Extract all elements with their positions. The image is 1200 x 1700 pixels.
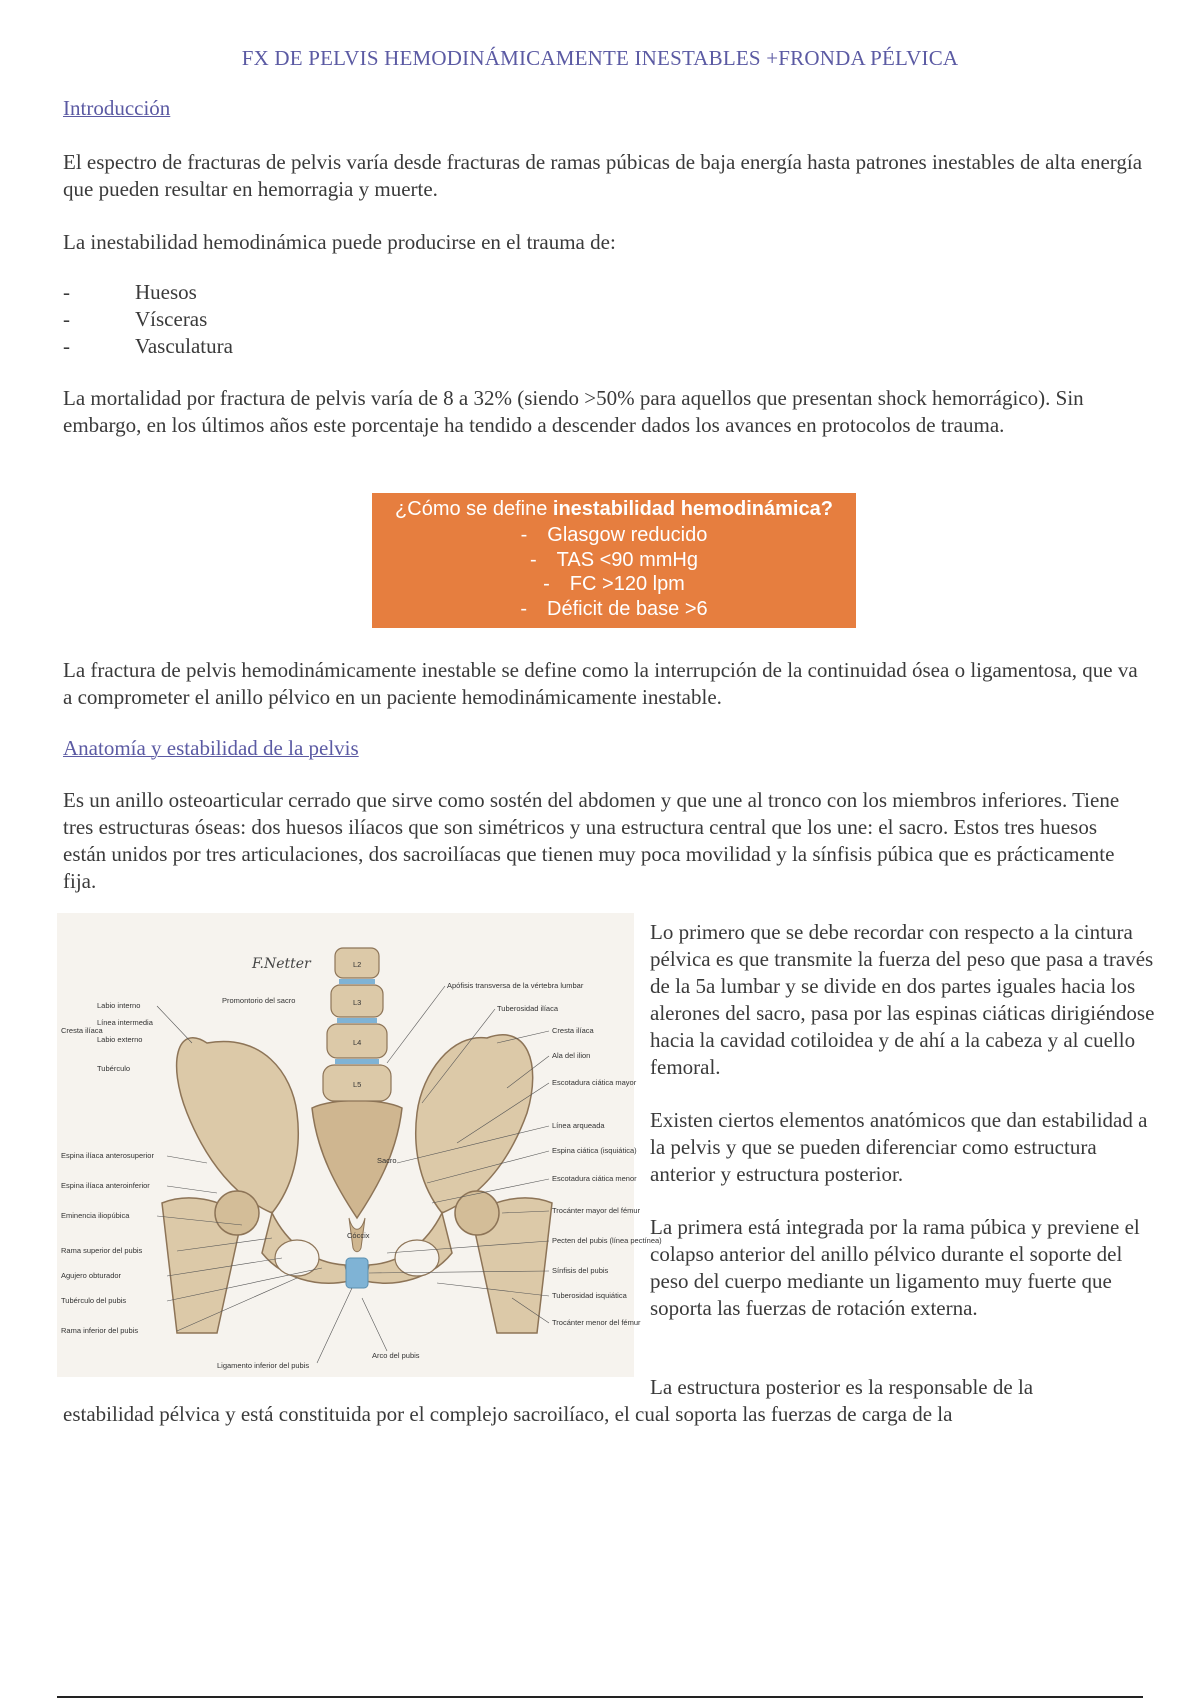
paragraph-mortalidad: La mortalidad por fractura de pelvis varía de 8 a 32% (siendo >50% para aquellos que presentan shock hemorrágico). Sin embargo, en los últimos años este porcentaje ha tendido a descender dados los avances en protocolos de trauma. xyxy=(63,386,1084,437)
figure-label: Labio externo xyxy=(97,1035,143,1044)
paragraph-complejo-sacroiliaco: estabilidad pélvica y está constituida por el complejo sacroilíaco, el cual soporta las fuerzas de carga de la xyxy=(63,1402,953,1426)
list-item: - Huesos xyxy=(63,280,197,304)
footer-divider xyxy=(57,1696,1143,1698)
figure-label: Cresta ilíaca xyxy=(552,1026,594,1035)
figure-label: Trocánter menor del fémur xyxy=(552,1318,641,1327)
figure-label: Espina ciática (isquiática) xyxy=(552,1146,637,1155)
figure-label: Tuberosidad ilíaca xyxy=(497,1004,559,1013)
side-paragraph-estructura-posterior: La estructura posterior es la responsable de la xyxy=(650,1375,1034,1399)
disc xyxy=(337,1018,377,1023)
right-obturator-foramen xyxy=(395,1240,439,1276)
vertebra-label: L4 xyxy=(353,1038,362,1047)
figure-label: Arco del pubis xyxy=(372,1351,420,1360)
figure-label: Labio interno xyxy=(97,1001,141,1010)
trauma-bullet-list xyxy=(63,279,233,360)
callout-criterion: - Déficit de base >6 xyxy=(520,597,708,620)
figure-label: Espina ilíaca anteroinferior xyxy=(61,1181,150,1190)
pubic-symphysis xyxy=(346,1258,368,1288)
figure-label: Tubérculo xyxy=(97,1064,131,1073)
figure-label: Eminencia iliopúbica xyxy=(61,1211,130,1220)
figure-label: Sínfisis del pubis xyxy=(552,1266,609,1275)
figure-label: Ligamento inferior del pubis xyxy=(217,1361,310,1370)
section-heading-introduccion[interactable]: Introducción xyxy=(63,96,171,120)
figure-label: Escotadura ciática mayor xyxy=(552,1078,637,1087)
figure-signature: F.Netter xyxy=(252,956,311,972)
center-label: Sacro xyxy=(377,1156,397,1165)
callout-criterion: - Glasgow reducido xyxy=(520,524,708,546)
figure-label: Agujero obturador xyxy=(61,1271,122,1280)
callout-question: ¿Cómo se define inestabilidad hemodinámica? xyxy=(395,498,833,520)
paragraph-anillo-osteoarticular: Es un anillo osteoarticular cerrado que sirve como sostén del abdomen y que une al tronco con los miembros inferiores. Tiene tres estructuras óseas: dos huesos ilíacos que son simétricos y una estructura central que los une: el sacro. Estos tres huesos están unidos por tres articulaciones, dos sacroilíacas que tienen muy poca movilidad y la sínfisis púbica que es prácticamente fija. xyxy=(63,788,1120,893)
paragraph-definicion-fractura: La fractura de pelvis hemodinámicamente inestable se define como la interrupción de la continuidad ósea o ligamentosa, que va a comprometer el anillo pélvico en un paciente hemodinámicamente inestable. xyxy=(63,658,1138,709)
disc xyxy=(335,1059,379,1064)
figure-label: Espina ilíaca anterosuperior xyxy=(61,1151,154,1160)
center-label: Cóccix xyxy=(347,1231,370,1240)
list-item: - Vasculatura xyxy=(63,334,233,358)
figure-label: Tubérculo del pubis xyxy=(61,1296,127,1305)
callout-criterion: - FC >120 lpm xyxy=(543,573,685,595)
side-paragraph-estructura-anterior: La primera está integrada por la rama púbica y previene el colapso anterior del anillo pélvico durante el soporte del peso del cuerpo mediante un ligamento muy fuerte que soporta las fuerzas de rotación externa. xyxy=(650,1215,1140,1320)
figure-label: Rama superior del pubis xyxy=(61,1246,143,1255)
list-item: - Vísceras xyxy=(63,307,208,331)
pelvis-anatomy-figure xyxy=(57,913,662,1377)
right-femoral-head xyxy=(455,1191,499,1235)
document-title: FX DE PELVIS HEMODINÁMICAMENTE INESTABLES +FRONDA PÉLVICA xyxy=(241,46,959,70)
figure-label: Escotadura ciática menor xyxy=(552,1174,637,1183)
pelvis-illustration xyxy=(57,913,662,1377)
vertebra-label: L3 xyxy=(353,998,362,1007)
callout-criterion: - TAS <90 mmHg xyxy=(529,548,698,571)
figure-label: Cresta ilíaca xyxy=(61,1026,103,1035)
figure-label: Pecten del pubis (línea pectínea) xyxy=(552,1236,662,1245)
side-paragraph-fuerza-peso: Lo primero que se debe recordar con respecto a la cintura pélvica es que transmite la fuerza del peso que pasa a través de la 5a lumbar y se divide en dos partes iguales hacia los alerones del sacro, pasa por las espinas ciáticas dirigiéndose hacia la cavidad cotiloidea y de ahí a la cabeza y al cuello femoral. xyxy=(650,920,1155,1079)
vertebra-label: L5 xyxy=(353,1080,362,1089)
disc xyxy=(339,979,375,984)
side-paragraph-elementos-anatomicos: Existen ciertos elementos anatómicos que dan estabilidad a la pelvis y que se pueden diferenciar como estructura anterior y estructura posterior. xyxy=(650,1108,1148,1186)
vertebra-label: L2 xyxy=(353,960,362,969)
figure-label: Línea intermedia xyxy=(97,1018,153,1027)
figure-label: Promontorio del sacro xyxy=(222,996,296,1005)
figure-label: Trocánter mayor del fémur xyxy=(552,1206,641,1215)
figure-label: Línea arqueada xyxy=(552,1121,605,1130)
section-heading-anatomia[interactable]: Anatomía y estabilidad de la pelvis xyxy=(63,736,359,760)
definition-callout-box xyxy=(372,493,856,628)
paragraph-inestabilidad-trauma: La inestabilidad hemodinámica puede producirse en el trauma de: xyxy=(63,230,616,254)
left-femoral-head xyxy=(215,1191,259,1235)
figure-label: Tuberosidad isquiática xyxy=(552,1291,627,1300)
figure-label: Apófisis transversa de la vértebra lumbar xyxy=(447,981,584,990)
figure-label: Rama inferior del pubis xyxy=(61,1326,139,1335)
paragraph-intro-espectro: El espectro de fracturas de pelvis varía desde fracturas de ramas púbicas de baja energía hasta patrones inestables de alta energía que pueden resultar en hemorragia y muerte. xyxy=(63,150,1143,201)
figure-label: Ala del ilion xyxy=(552,1051,591,1060)
